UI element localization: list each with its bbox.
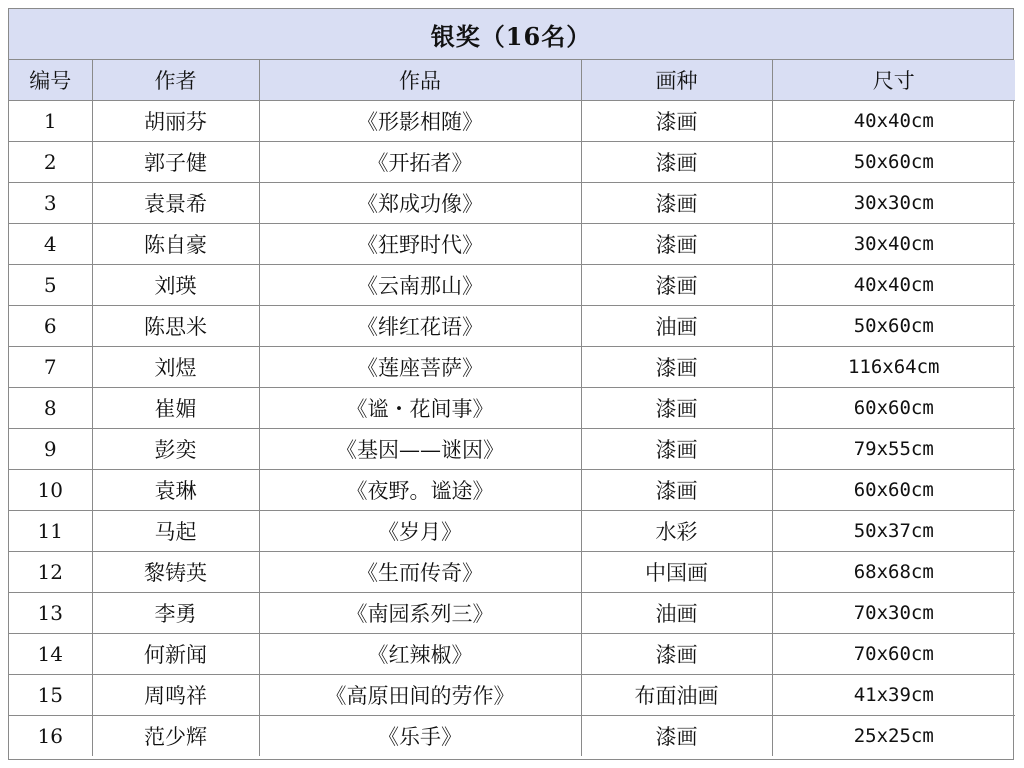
column-header-no: 编号 [9, 60, 92, 101]
cell-size: 50x60cm [772, 142, 1015, 183]
cell-medium: 漆画 [581, 634, 772, 675]
cell-no: 2 [9, 142, 92, 183]
cell-size: 30x30cm [772, 183, 1015, 224]
cell-medium: 中国画 [581, 552, 772, 593]
column-header-work: 作品 [259, 60, 581, 101]
table-row [9, 470, 1015, 511]
cell-no: 11 [9, 511, 92, 552]
cell-artist: 袁琳 [92, 470, 259, 511]
cell-medium: 漆画 [581, 716, 772, 757]
table-row [9, 388, 1015, 429]
cell-artist: 袁景希 [92, 183, 259, 224]
table-row [9, 183, 1015, 224]
cell-size: 68x68cm [772, 552, 1015, 593]
cell-artist: 陈自豪 [92, 224, 259, 265]
table-row [9, 142, 1015, 183]
table-body [9, 101, 1015, 757]
cell-medium: 水彩 [581, 511, 772, 552]
cell-medium: 油画 [581, 593, 772, 634]
cell-artist: 陈思米 [92, 306, 259, 347]
cell-artist: 何新闻 [92, 634, 259, 675]
cell-no: 7 [9, 347, 92, 388]
table-row [9, 675, 1015, 716]
cell-work: 《云南那山》 [259, 265, 581, 306]
cell-work: 《乐手》 [259, 716, 581, 757]
cell-artist: 范少辉 [92, 716, 259, 757]
cell-work: 《红辣椒》 [259, 634, 581, 675]
cell-artist: 黎铸英 [92, 552, 259, 593]
cell-work: 《郑成功像》 [259, 183, 581, 224]
cell-size: 50x60cm [772, 306, 1015, 347]
table-row [9, 265, 1015, 306]
cell-size: 116x64cm [772, 347, 1015, 388]
column-header-size: 尺寸 [772, 60, 1015, 101]
cell-no: 13 [9, 593, 92, 634]
cell-size: 70x60cm [772, 634, 1015, 675]
column-header-artist: 作者 [92, 60, 259, 101]
table-row [9, 347, 1015, 388]
table-row [9, 429, 1015, 470]
cell-work: 《形影相随》 [259, 101, 581, 142]
cell-work: 《谧・花间事》 [259, 388, 581, 429]
cell-artist: 彭奕 [92, 429, 259, 470]
cell-artist: 李勇 [92, 593, 259, 634]
table-row [9, 634, 1015, 675]
cell-no: 1 [9, 101, 92, 142]
cell-no: 3 [9, 183, 92, 224]
cell-size: 50x37cm [772, 511, 1015, 552]
cell-size: 30x40cm [772, 224, 1015, 265]
cell-work: 《夜野。谧途》 [259, 470, 581, 511]
cell-size: 40x40cm [772, 265, 1015, 306]
cell-work: 《绯红花语》 [259, 306, 581, 347]
cell-no: 15 [9, 675, 92, 716]
cell-no: 8 [9, 388, 92, 429]
cell-artist: 郭子健 [92, 142, 259, 183]
table-row [9, 511, 1015, 552]
cell-work: 《南园系列三》 [259, 593, 581, 634]
cell-artist: 周鸣祥 [92, 675, 259, 716]
cell-no: 6 [9, 306, 92, 347]
cell-medium: 漆画 [581, 347, 772, 388]
cell-medium: 漆画 [581, 142, 772, 183]
cell-no: 5 [9, 265, 92, 306]
cell-no: 10 [9, 470, 92, 511]
column-header-medium: 画种 [581, 60, 772, 101]
cell-work: 《开拓者》 [259, 142, 581, 183]
table-row [9, 716, 1015, 757]
cell-medium: 漆画 [581, 224, 772, 265]
cell-artist: 崔媚 [92, 388, 259, 429]
cell-artist: 刘煜 [92, 347, 259, 388]
cell-medium: 布面油画 [581, 675, 772, 716]
cell-work: 《狂野时代》 [259, 224, 581, 265]
table-row [9, 552, 1015, 593]
award-table [9, 60, 1015, 756]
cell-size: 60x60cm [772, 388, 1015, 429]
cell-no: 14 [9, 634, 92, 675]
cell-work: 《莲座菩萨》 [259, 347, 581, 388]
table-row [9, 101, 1015, 142]
cell-artist: 马起 [92, 511, 259, 552]
cell-no: 9 [9, 429, 92, 470]
cell-medium: 漆画 [581, 429, 772, 470]
table-row [9, 224, 1015, 265]
cell-size: 60x60cm [772, 470, 1015, 511]
cell-size: 70x30cm [772, 593, 1015, 634]
cell-size: 41x39cm [772, 675, 1015, 716]
cell-no: 12 [9, 552, 92, 593]
cell-no: 16 [9, 716, 92, 757]
cell-medium: 漆画 [581, 470, 772, 511]
table-row [9, 306, 1015, 347]
award-table-sheet [8, 8, 1014, 760]
cell-size: 40x40cm [772, 101, 1015, 142]
table-header-row [9, 60, 1015, 101]
cell-medium: 油画 [581, 306, 772, 347]
cell-work: 《岁月》 [259, 511, 581, 552]
cell-artist: 刘瑛 [92, 265, 259, 306]
cell-work: 《高原田间的劳作》 [259, 675, 581, 716]
cell-work: 《基因——谜因》 [259, 429, 581, 470]
cell-artist: 胡丽芬 [92, 101, 259, 142]
cell-medium: 漆画 [581, 101, 772, 142]
cell-medium: 漆画 [581, 265, 772, 306]
cell-size: 25x25cm [772, 716, 1015, 757]
cell-size: 79x55cm [772, 429, 1015, 470]
table-row [9, 593, 1015, 634]
cell-no: 4 [9, 224, 92, 265]
table-title: 银奖（16名） [9, 9, 1013, 60]
cell-medium: 漆画 [581, 388, 772, 429]
cell-work: 《生而传奇》 [259, 552, 581, 593]
cell-medium: 漆画 [581, 183, 772, 224]
